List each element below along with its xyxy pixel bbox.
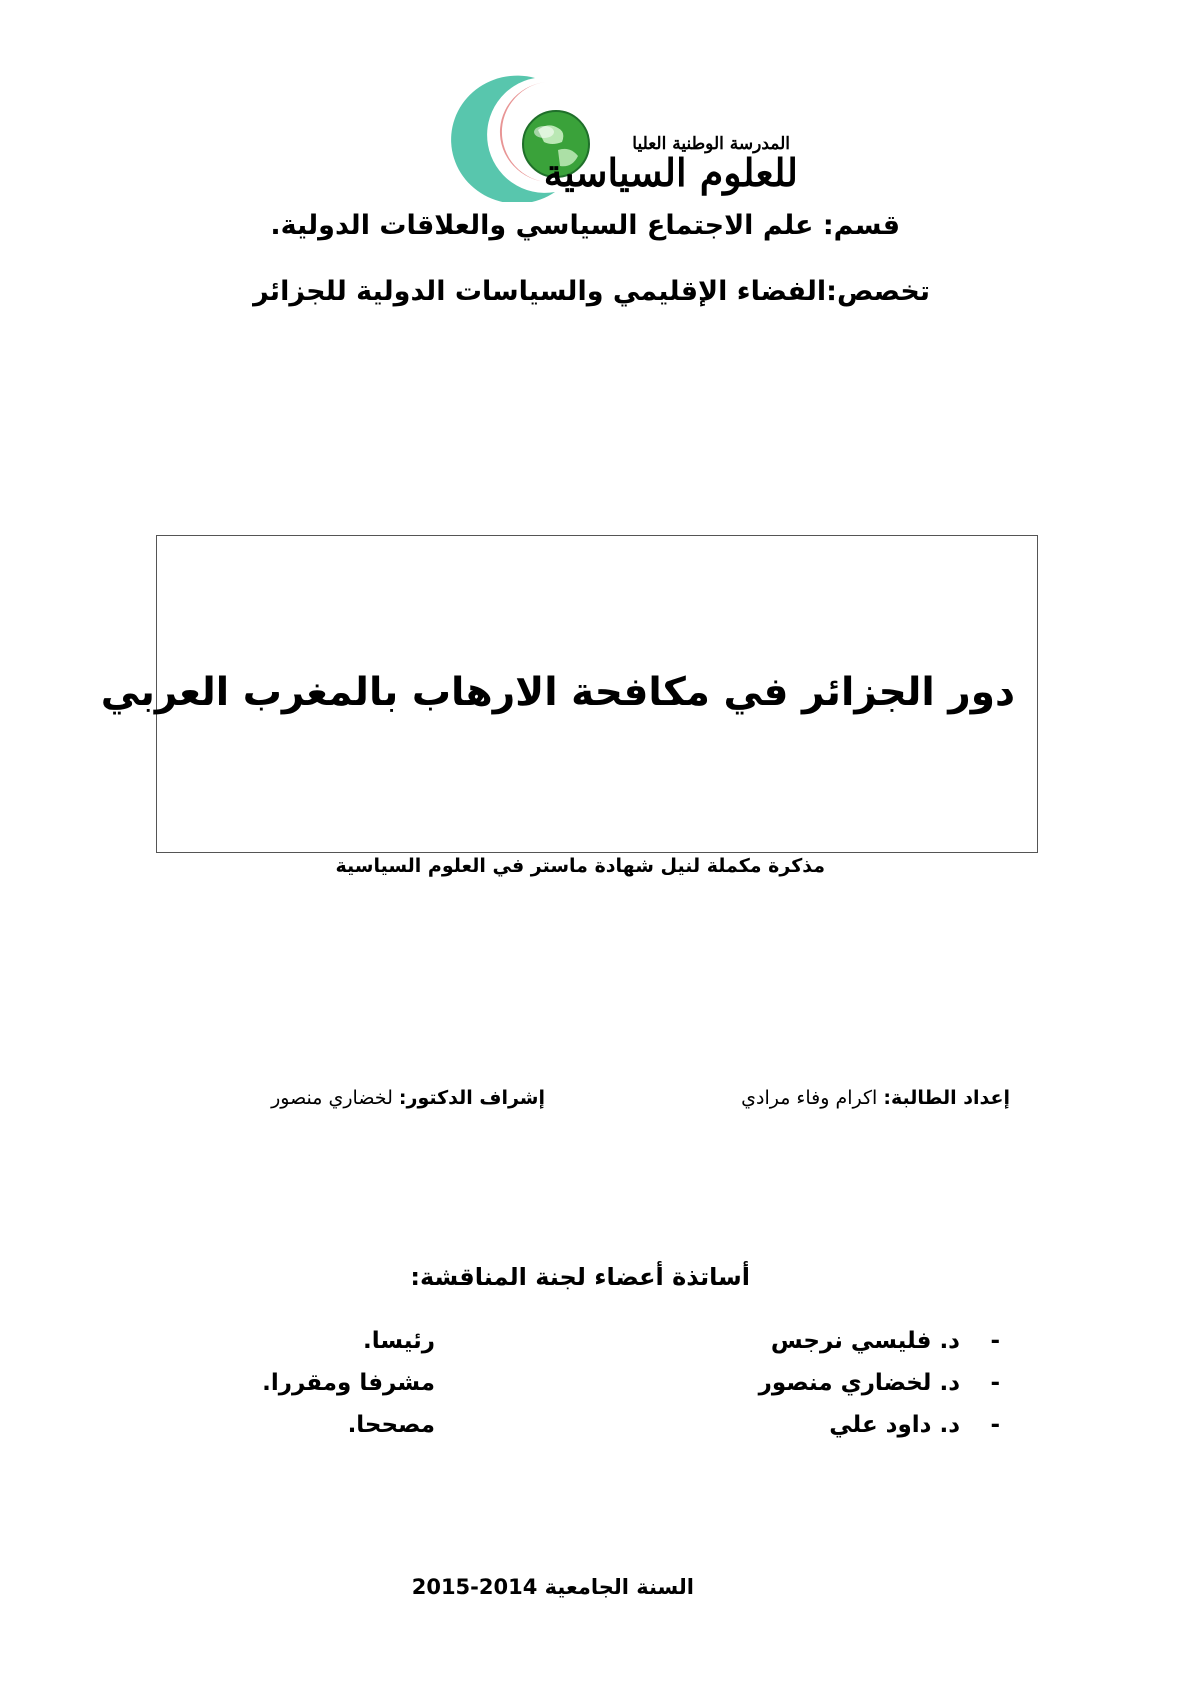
committee-dash: - [990, 1328, 1000, 1354]
committee-dash: - [990, 1370, 1000, 1396]
committee-title: أساتذة أعضاء لجنة المناقشة: [410, 1263, 750, 1291]
academic-year: السنة الجامعية 2014-2015 [411, 1575, 694, 1599]
thesis-title-box [100, 535, 1038, 853]
school-logo [440, 72, 810, 202]
department-heading: قسم: علم الاجتماع السياسي والعلاقات الدولية. [270, 210, 900, 241]
committee-member-name: د. داود علي [829, 1412, 960, 1438]
committee-member-role: مشرفا ومقررا. [262, 1370, 435, 1396]
supervised-by-label: إشراف الدكتور: [398, 1087, 545, 1109]
committee-dash: - [990, 1412, 1000, 1438]
supervised-by-name: لخضاري منصور [271, 1087, 399, 1109]
thesis-title: دور الجزائر في مكافحة الارهاب بالمغرب العربي [100, 670, 1015, 715]
committee-member-role: رئيسا. [362, 1328, 435, 1354]
specialization-heading: تخصص:الفضاء الإقليمي والسياسات الدولية للجزائر [253, 276, 930, 307]
logo-small-text: المدرسة الوطنية العليا [632, 134, 790, 154]
prepared-by [741, 1087, 1010, 1109]
thesis-subtitle: مذكرة مكملة لنيل شهادة ماستر في العلوم السياسية [335, 855, 825, 877]
supervised-by [271, 1087, 545, 1109]
prepared-by-name: اكرام وفاء مرادي [741, 1087, 884, 1109]
prepared-by-label: إعداد الطالبة: [883, 1087, 1010, 1109]
committee-member-name: د. لخضاري منصور [758, 1370, 960, 1396]
logo-main-text: للعلوم السياسية [543, 150, 798, 195]
committee-member-name: د. فليسي نرجس [770, 1328, 960, 1354]
committee-member-role: مصححا. [347, 1412, 435, 1438]
